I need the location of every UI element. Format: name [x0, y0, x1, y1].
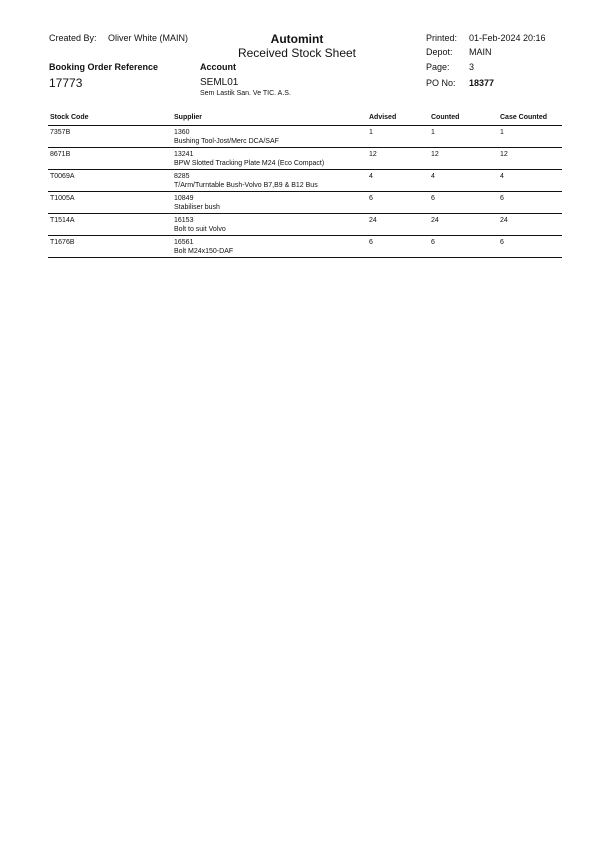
advised-cell: 24	[369, 217, 377, 224]
column-header-advised: Advised	[369, 114, 397, 121]
account-code: SEML01	[200, 77, 239, 88]
advised-cell: 4	[369, 173, 373, 180]
case-counted-cell: 12	[500, 151, 508, 158]
case-counted-cell: 4	[500, 173, 504, 180]
case-counted-cell: 1	[500, 129, 504, 136]
counted-cell: 1	[431, 129, 435, 136]
counted-cell: 4	[431, 173, 435, 180]
advised-cell: 6	[369, 239, 373, 246]
stock-code-cell: T1676B	[50, 239, 75, 246]
case-counted-cell: 24	[500, 217, 508, 224]
table-row	[48, 214, 562, 236]
description-cell: Bolt to suit Volvo	[174, 226, 226, 233]
table-row	[48, 126, 562, 148]
supplier-code-cell: 8285	[174, 173, 190, 180]
supplier-code-cell: 16153	[174, 217, 194, 224]
column-header-supplier: Supplier	[174, 114, 203, 121]
company-name: Automint	[270, 32, 324, 46]
advised-cell: 1	[369, 129, 373, 136]
column-header-stock-code: Stock Code	[50, 114, 89, 121]
table-row	[48, 170, 562, 192]
description-cell: Bushing Tool-Jost/Merc DCA/SAF	[174, 138, 279, 145]
counted-cell: 6	[431, 195, 435, 202]
advised-cell: 12	[369, 151, 377, 158]
stock-code-cell: T1514A	[50, 217, 75, 224]
supplier-code-cell: 16561	[174, 239, 194, 246]
counted-cell: 12	[431, 151, 439, 158]
depot-value: MAIN	[469, 47, 492, 57]
supplier-code-cell: 10849	[174, 195, 194, 202]
stock-code-cell: T1005A	[50, 195, 75, 202]
booking-ref-label: Booking Order Reference	[49, 62, 159, 72]
advised-cell: 6	[369, 195, 373, 202]
page-number-label: Page:	[426, 62, 450, 72]
description-cell: T/Arm/Turntable Bush-Volvo B7,B9 & B12 Bus	[174, 182, 318, 189]
po-number-value: 18377	[469, 78, 495, 88]
stock-code-cell: T0069A	[50, 173, 75, 180]
table-row	[48, 192, 562, 214]
account-label: Account	[200, 62, 236, 72]
table-header-row	[48, 113, 562, 126]
booking-ref-value: 17773	[49, 76, 83, 90]
printed-value: 01-Feb-2024 20:16	[469, 33, 546, 43]
account-name: Sem Lastik San. Ve TIC. A.S.	[200, 90, 291, 97]
created-by-value: Oliver White (MAIN)	[108, 33, 189, 43]
stock-code-cell: 7357B	[50, 129, 71, 136]
counted-cell: 6	[431, 239, 435, 246]
printed-label: Printed:	[426, 33, 458, 43]
depot-label: Depot:	[426, 47, 453, 57]
supplier-code-cell: 13241	[174, 151, 194, 158]
column-header-counted: Counted	[431, 114, 460, 121]
description-cell: Bolt M24x150-DAF	[174, 248, 234, 255]
table-row	[48, 236, 562, 258]
created-by-label: Created By:	[49, 33, 97, 43]
stock-code-cell: 8671B	[50, 151, 71, 158]
page-title: Received Stock Sheet	[237, 46, 357, 60]
description-cell: BPW Slotted Tracking Plate M24 (Eco Compact)	[174, 160, 325, 167]
description-cell: Stabiliser bush	[174, 204, 220, 211]
case-counted-cell: 6	[500, 195, 504, 202]
case-counted-cell: 6	[500, 239, 504, 246]
counted-cell: 24	[431, 217, 439, 224]
stock-table	[48, 113, 562, 258]
page-number-value: 3	[469, 62, 475, 72]
po-number-label: PO No:	[426, 78, 456, 88]
supplier-code-cell: 1360	[174, 129, 190, 136]
table-row	[48, 148, 562, 170]
column-header-case-counted: Case Counted	[500, 114, 548, 121]
